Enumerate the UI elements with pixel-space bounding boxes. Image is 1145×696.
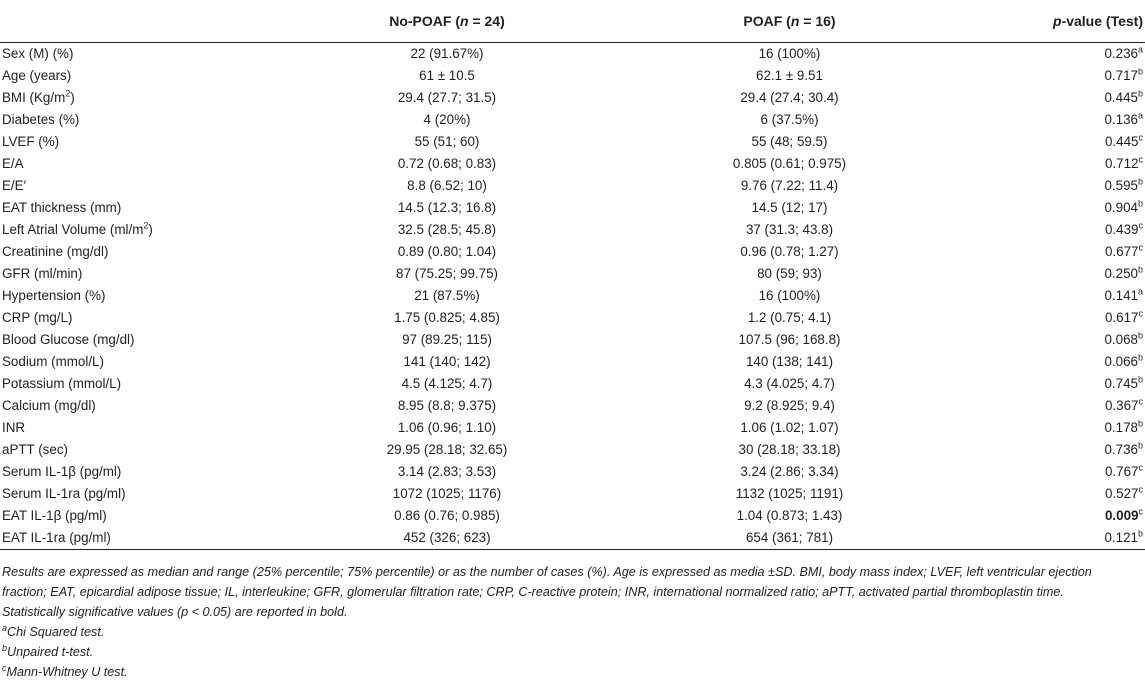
header-no-poaf: No-POAF (n = 24) (302, 0, 592, 42)
row-label: Serum IL-1β (pg/ml) (2, 463, 122, 479)
no-poaf-value: 61 ± 10.5 (419, 67, 475, 83)
no-poaf-value: 141 (140; 142) (403, 353, 491, 369)
poaf-value: 80 (59; 93) (757, 265, 822, 281)
poaf-value: 9.2 (8.925; 9.4) (744, 397, 835, 413)
p-value: 0.136$^a$ (1104, 110, 1143, 127)
p-value: 0.250$^b$ (1104, 264, 1143, 281)
row-label: Left Atrial Volume $(ml/m^2)$ (2, 220, 153, 237)
poaf-value: 1.2 (0.75; 4.1) (747, 309, 832, 325)
row-label: LVEF (%) (2, 133, 60, 149)
row-label: Creatinine (mg/dl) (2, 243, 109, 259)
row-label: E/A (2, 155, 24, 171)
table-row (0, 197, 1145, 219)
table-row (0, 351, 1145, 373)
table-row (0, 329, 1145, 351)
table-row (0, 109, 1145, 131)
poaf-value: 654 (361; 781) (592, 527, 987, 550)
p-value: 0.066$^b$ (1104, 352, 1143, 369)
row-label: EAT IL-1β (pg/ml) (2, 507, 107, 523)
poaf-value: 29.4 (27.4; 30.4) (740, 89, 839, 105)
poaf-value: 4.3 (4.025; 4.7) (744, 375, 835, 391)
table-row (0, 307, 1145, 329)
row-label: GFR (ml/min) (2, 265, 83, 281)
footnote-item: $^a$Chi Squared test. (2, 622, 105, 639)
table-row (0, 42, 1145, 65)
p-value: 0.745$^b$ (1104, 374, 1143, 391)
table-row (0, 153, 1145, 175)
p-value: 0.178$^b$ (1104, 418, 1143, 435)
poaf-value: 37 (31.3; 43.8) (745, 221, 834, 237)
p-value: 0.767$^c$ (1104, 462, 1143, 479)
table-row (0, 175, 1145, 197)
header-p-value: p-value (Test) (987, 0, 1145, 42)
p-value: 0.141$^a$ (1104, 286, 1143, 303)
row-label: E/E′ (2, 177, 27, 193)
p-value: 0.367$^c$ (1104, 396, 1143, 413)
no-poaf-value: 0.86 (0.76; 0.985) (394, 507, 500, 523)
p-value: 0.445$^b$ (1104, 88, 1143, 105)
table-row (0, 527, 1145, 550)
no-poaf-value: 21 (87.5%) (414, 287, 480, 303)
table-row (0, 417, 1145, 439)
table-row (0, 241, 1145, 263)
no-poaf-value: 8.8 (6.52; 10) (407, 177, 487, 193)
p-value: 0.009$^c$ (1104, 506, 1143, 523)
poaf-value: 1.04 (0.873; 1.43) (736, 507, 843, 523)
footnote-item: $^b$Unpaired t-test. (2, 642, 94, 659)
p-value: 0.617$^c$ (1104, 308, 1143, 325)
table-row (0, 395, 1145, 417)
no-poaf-value: 452 (326; 623) (302, 527, 592, 550)
table-row (0, 505, 1145, 527)
header-poaf: POAF (n = 16) (592, 0, 987, 42)
row-label: CRP (mg/L) (2, 309, 73, 325)
no-poaf-value: 4 (20%) (423, 111, 471, 127)
poaf-value: 107.5 (96; 168.8) (738, 331, 841, 347)
poaf-value: 16 (100%) (758, 45, 821, 61)
footnote-item: $^c$Mann-Whitney U test. (2, 662, 128, 679)
table-row (0, 219, 1145, 241)
p-value: 0.904$^b$ (1104, 198, 1143, 215)
row-label: Sodium (mmol/L) (2, 353, 104, 369)
row-label: Serum IL-1ra (pg/ml) (2, 485, 126, 501)
p-value: 0.068$^b$ (1104, 330, 1143, 347)
no-poaf-value: 14.5 (12.3; 16.8) (397, 199, 497, 215)
poaf-value: 62.1 ± 9.51 (756, 67, 823, 83)
table-row (0, 87, 1145, 109)
footnote-list (2, 622, 1140, 682)
poaf-value: 3.24 (2.86; 3.34) (740, 463, 839, 479)
poaf-value: 6 (37.5%) (760, 111, 819, 127)
poaf-value: 140 (138; 141) (745, 353, 834, 369)
table-row (0, 373, 1145, 395)
row-label: Diabetes (%) (2, 111, 80, 127)
row-label: Age (years) (2, 67, 72, 83)
no-poaf-value: 4.5 (4.125; 4.7) (401, 375, 493, 391)
p-value: 0.121$^b$ (987, 527, 1145, 550)
table-row (0, 461, 1145, 483)
notes-description: Results are expressed as median and range (25% percentile; 75% percentile) or as the number of cases (%). Age is expressed as media ±SD. BMI, body mass index; LVEF, left ventricular ejection fraction; EAT, epicardial adipose tissue; IL, interleukine; GFR, glomerular filtration rate; CRP, C-reactive protein; INR, international normalized ratio; aPTT, activated partial thromboplastin time. (2, 565, 1092, 599)
row-label: BMI $(Kg/m^2)$ (2, 88, 75, 105)
table-row (0, 131, 1145, 153)
no-poaf-value: 22 (91.67%) (410, 45, 484, 61)
notes-significance: Statistically significative values (p < 0.05) are reported in bold. (2, 605, 348, 619)
row-label: INR (2, 419, 26, 435)
table-row (0, 65, 1145, 87)
row-label: Calcium (mg/dl) (2, 397, 96, 413)
no-poaf-value: 1.06 (0.96; 1.10) (397, 419, 497, 435)
poaf-value: 1.06 (1.02; 1.07) (740, 419, 839, 435)
no-poaf-value: 0.72 (0.68; 0.83) (397, 155, 497, 171)
p-value: 0.677$^c$ (1104, 242, 1143, 259)
no-poaf-value: 32.5 (28.5; 45.8) (397, 221, 497, 237)
poaf-value: 0.805 (0.61; 0.975) (732, 155, 847, 171)
table-row (0, 263, 1145, 285)
p-value: 0.717$^b$ (1104, 66, 1143, 83)
poaf-value: 16 (100%) (758, 287, 821, 303)
table-notes (2, 562, 1140, 682)
row-label: Blood Glucose (mg/dl) (2, 331, 135, 347)
poaf-value: 9.76 (7.22; 11.4) (740, 177, 839, 193)
row-label: aPTT (sec) (2, 441, 68, 457)
no-poaf-value: 29.4 (27.7; 31.5) (397, 89, 497, 105)
no-poaf-value: 8.95 (8.8; 9.375) (397, 397, 497, 413)
poaf-value: 14.5 (12; 17) (751, 199, 828, 215)
table-row (0, 439, 1145, 461)
header-label (0, 0, 302, 42)
no-poaf-value: 29.95 (28.18; 32.65) (386, 441, 508, 457)
table-row (0, 285, 1145, 307)
poaf-value: 1132 (1025; 1191) (735, 485, 844, 501)
row-label: EAT IL-1ra (pg/ml) (0, 527, 302, 550)
poaf-value: 55 (48; 59.5) (751, 133, 828, 149)
no-poaf-value: 97 (89.25; 115) (402, 331, 492, 347)
p-value: 0.736$^b$ (1104, 440, 1143, 457)
p-value: 0.712$^c$ (1104, 154, 1143, 171)
p-value: 0.439$^c$ (1104, 220, 1143, 237)
row-label: Hypertension (%) (2, 287, 106, 303)
poaf-value: 0.96 (0.78; 1.27) (740, 243, 839, 259)
no-poaf-value: 1072 (1025; 1176) (392, 485, 502, 501)
p-value: 0.445$^c$ (1104, 132, 1143, 149)
no-poaf-value: 55 (51; 60) (414, 133, 480, 149)
table-row (0, 483, 1145, 505)
row-label: Potassium (mmol/L) (2, 375, 122, 391)
row-label: Sex (M) (%) (2, 45, 74, 61)
no-poaf-value: 1.75 (0.825; 4.85) (394, 309, 500, 325)
header-row (0, 0, 1145, 42)
row-label: EAT thickness (mm) (2, 199, 122, 215)
no-poaf-value: 0.89 (0.80; 1.04) (397, 243, 497, 259)
p-value: 0.595$^b$ (1104, 176, 1143, 193)
p-value: 0.236$^a$ (1104, 44, 1143, 61)
p-value: 0.527$^c$ (1104, 484, 1143, 501)
poaf-value: 30 (28.18; 33.18) (738, 441, 841, 457)
no-poaf-value: 87 (75.25; 99.75) (396, 265, 498, 281)
no-poaf-value: 3.14 (2.83; 3.53) (397, 463, 497, 479)
